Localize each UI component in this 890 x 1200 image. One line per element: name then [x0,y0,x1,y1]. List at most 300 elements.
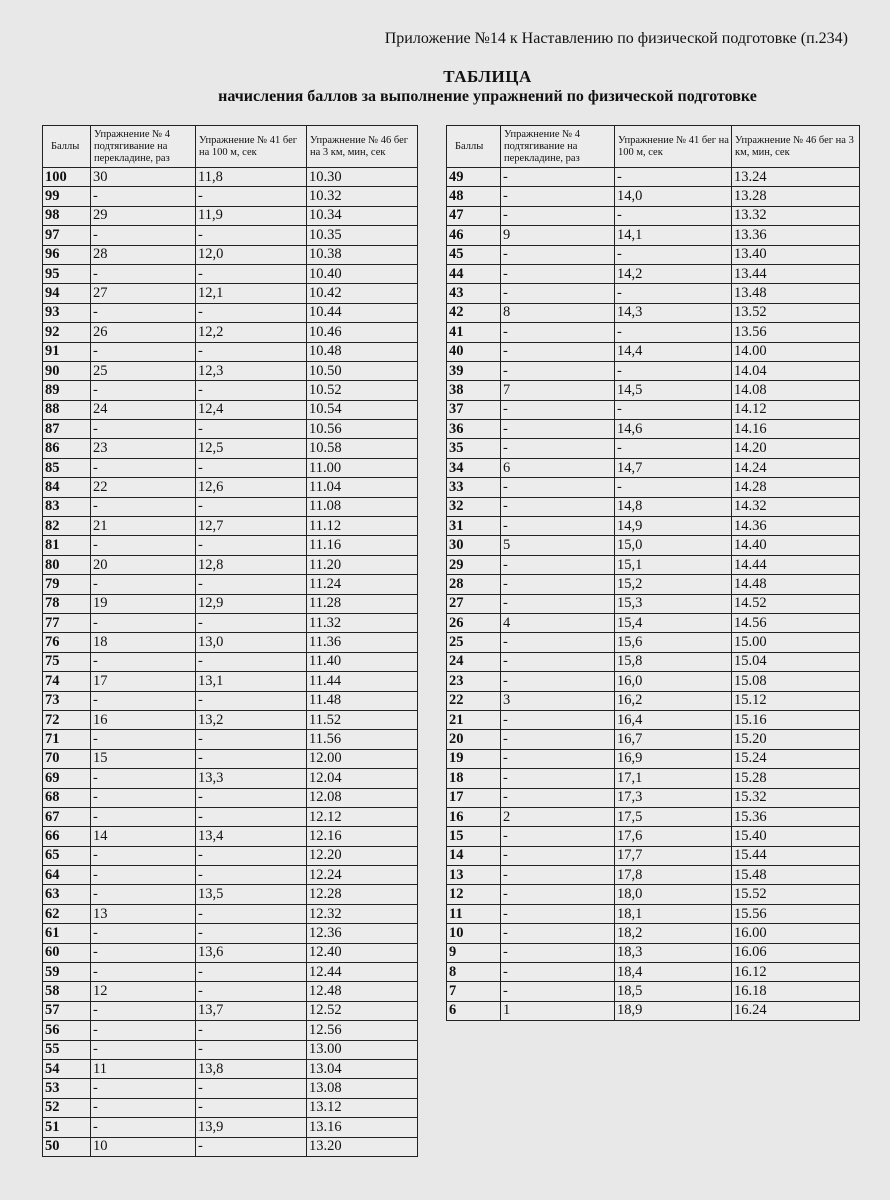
run-3km-cell: 14.28 [732,478,860,497]
sprint-100m-cell: 15,1 [615,555,732,574]
score-cell: 95 [43,264,91,283]
sprint-100m-cell: - [196,420,307,439]
appendix-reference: Приложение №14 к Наставлению по физической подготовке (п.234) [384,30,848,47]
table-row [43,885,418,904]
sprint-100m-cell: 17,5 [615,807,732,826]
run-3km-cell: 12.48 [307,982,418,1001]
pullups-cell: 3 [501,691,615,710]
sprint-100m-cell: - [196,1098,307,1117]
run-3km-cell: 15.20 [732,730,860,749]
run-3km-cell: 14.36 [732,517,860,536]
run-3km-cell: 11.16 [307,536,418,555]
pullups-cell: - [91,885,196,904]
score-cell: 6 [447,1001,501,1020]
sprint-100m-cell: 14,6 [615,420,732,439]
pullups-cell: 22 [91,478,196,497]
pullups-cell: - [91,924,196,943]
score-table-right [446,125,860,1021]
run-3km-cell: 14.48 [732,575,860,594]
pullups-cell: 15 [91,749,196,768]
pullups-cell: - [501,885,615,904]
column-header-exercise-4: Упражнение № 4 подтягивание на перекладине, раз [91,126,196,168]
table-row [447,633,860,652]
run-3km-cell: 10.46 [307,323,418,342]
sprint-100m-cell: 17,3 [615,788,732,807]
pullups-cell: - [91,691,196,710]
score-cell: 53 [43,1079,91,1098]
sprint-100m-cell: - [196,613,307,632]
sprint-100m-cell: - [615,439,732,458]
table-row [447,303,860,322]
table-row [447,381,860,400]
table-row [43,904,418,923]
pullups-cell: - [501,206,615,225]
score-cell: 74 [43,672,91,691]
table-row [447,323,860,342]
table-row [43,168,418,187]
run-3km-cell: 14.52 [732,594,860,613]
run-3km-cell: 14.56 [732,613,860,632]
sprint-100m-cell: 17,8 [615,866,732,885]
table-row [447,769,860,788]
run-3km-cell: 11.56 [307,730,418,749]
pullups-cell: - [91,342,196,361]
score-cell: 29 [447,555,501,574]
pullups-cell: - [91,381,196,400]
pullups-cell: - [91,788,196,807]
pullups-cell: - [501,943,615,962]
pullups-cell: - [91,458,196,477]
score-cell: 87 [43,420,91,439]
run-3km-cell: 12.56 [307,1021,418,1040]
run-3km-cell: 12.24 [307,866,418,885]
score-cell: 15 [447,827,501,846]
table-row [43,807,418,826]
run-3km-cell: 10.44 [307,303,418,322]
table-row [43,555,418,574]
sprint-100m-cell: 15,2 [615,575,732,594]
sprint-100m-cell: 14,2 [615,264,732,283]
pullups-cell: 12 [91,982,196,1001]
pullups-cell: - [501,323,615,342]
table-row [447,245,860,264]
sprint-100m-cell: - [615,400,732,419]
run-3km-cell: 12.52 [307,1001,418,1020]
pullups-cell: - [501,963,615,982]
sprint-100m-cell: 15,8 [615,652,732,671]
pullups-cell: - [91,420,196,439]
sprint-100m-cell: 13,3 [196,769,307,788]
table-row [447,1001,860,1020]
sprint-100m-cell: - [196,1040,307,1059]
sprint-100m-cell: 17,6 [615,827,732,846]
run-3km-cell: 11.00 [307,458,418,477]
run-3km-cell: 13.16 [307,1118,418,1137]
pullups-cell: - [91,1079,196,1098]
score-table-left [42,125,418,1157]
pullups-cell: 16 [91,710,196,729]
run-3km-cell: 13.20 [307,1137,418,1156]
table-row [447,497,860,516]
score-cell: 28 [447,575,501,594]
pullups-cell: - [501,575,615,594]
pullups-cell: - [501,264,615,283]
run-3km-cell: 13.36 [732,226,860,245]
sprint-100m-cell: 13,8 [196,1059,307,1078]
pullups-cell: - [501,769,615,788]
score-cell: 21 [447,710,501,729]
page-subtitle: начисления баллов за выполнение упражнений по физической подготовке [218,88,757,105]
table-row [447,536,860,555]
pullups-cell: 9 [501,226,615,245]
sprint-100m-cell: 18,9 [615,1001,732,1020]
score-cell: 47 [447,206,501,225]
score-cell: 12 [447,885,501,904]
table-row [43,400,418,419]
score-cell: 61 [43,924,91,943]
score-cell: 99 [43,187,91,206]
table-row [447,264,860,283]
pullups-cell: 1 [501,1001,615,1020]
pullups-cell: - [501,672,615,691]
sprint-100m-cell: 14,3 [615,303,732,322]
table-row [447,691,860,710]
pullups-cell: - [91,730,196,749]
run-3km-cell: 12.32 [307,904,418,923]
sprint-100m-cell: 12,8 [196,555,307,574]
sprint-100m-cell: 13,4 [196,827,307,846]
score-cell: 98 [43,206,91,225]
run-3km-cell: 14.08 [732,381,860,400]
sprint-100m-cell: - [196,458,307,477]
run-3km-cell: 16.12 [732,963,860,982]
table-row [43,1059,418,1078]
score-cell: 67 [43,807,91,826]
sprint-100m-cell: - [196,904,307,923]
score-cell: 94 [43,284,91,303]
table-row [43,245,418,264]
score-cell: 44 [447,264,501,283]
score-cell: 16 [447,807,501,826]
run-3km-cell: 13.32 [732,206,860,225]
run-3km-cell: 12.40 [307,943,418,962]
pullups-cell: - [501,633,615,652]
pullups-cell: - [501,652,615,671]
score-cell: 35 [447,439,501,458]
sprint-100m-cell: - [196,846,307,865]
sprint-100m-cell: 12,7 [196,517,307,536]
sprint-100m-cell: 12,2 [196,323,307,342]
sprint-100m-cell: 12,1 [196,284,307,303]
table-row [43,633,418,652]
run-3km-cell: 13.48 [732,284,860,303]
table-row [43,226,418,245]
sprint-100m-cell: 13,5 [196,885,307,904]
score-cell: 65 [43,846,91,865]
score-cell: 59 [43,963,91,982]
table-row [43,827,418,846]
sprint-100m-cell: - [196,749,307,768]
run-3km-cell: 13.04 [307,1059,418,1078]
run-3km-cell: 15.32 [732,788,860,807]
run-3km-cell: 14.20 [732,439,860,458]
score-cell: 52 [43,1098,91,1117]
column-header-exercise-41: Упражнение № 41 бег на 100 м, сек [196,126,307,168]
score-cell: 41 [447,323,501,342]
sprint-100m-cell: - [196,342,307,361]
sprint-100m-cell: 13,1 [196,672,307,691]
score-cell: 58 [43,982,91,1001]
score-cell: 32 [447,497,501,516]
run-3km-cell: 11.52 [307,710,418,729]
sprint-100m-cell: - [196,866,307,885]
table-row [447,517,860,536]
pullups-cell: 10 [91,1137,196,1156]
run-3km-cell: 12.12 [307,807,418,826]
pullups-cell: 25 [91,361,196,380]
table-row [43,517,418,536]
pullups-cell: - [501,827,615,846]
run-3km-cell: 15.40 [732,827,860,846]
table-row [447,555,860,574]
run-3km-cell: 10.42 [307,284,418,303]
pullups-cell: - [91,613,196,632]
score-cell: 63 [43,885,91,904]
score-cell: 92 [43,323,91,342]
table-row [447,963,860,982]
pullups-cell: - [501,555,615,574]
sprint-100m-cell: 18,0 [615,885,732,904]
sprint-100m-cell: - [196,536,307,555]
sprint-100m-cell: - [196,575,307,594]
sprint-100m-cell: 18,5 [615,982,732,1001]
sprint-100m-cell: 15,4 [615,613,732,632]
sprint-100m-cell: 15,0 [615,536,732,555]
table-row [447,284,860,303]
pullups-cell: - [501,420,615,439]
score-cell: 45 [447,245,501,264]
sprint-100m-cell: 14,9 [615,517,732,536]
run-3km-cell: 11.32 [307,613,418,632]
table-row [43,381,418,400]
score-cell: 34 [447,458,501,477]
sprint-100m-cell: - [196,807,307,826]
score-cell: 30 [447,536,501,555]
run-3km-cell: 12.20 [307,846,418,865]
score-cell: 64 [43,866,91,885]
pullups-cell: - [501,187,615,206]
pullups-cell: - [501,846,615,865]
run-3km-cell: 11.12 [307,517,418,536]
sprint-100m-cell: - [196,381,307,400]
sprint-100m-cell: 12,3 [196,361,307,380]
table-row [447,730,860,749]
table-row [447,613,860,632]
pullups-cell: - [501,245,615,264]
run-3km-cell: 12.28 [307,885,418,904]
sprint-100m-cell: - [196,187,307,206]
score-cell: 7 [447,982,501,1001]
sprint-100m-cell: 14,8 [615,497,732,516]
run-3km-cell: 15.12 [732,691,860,710]
score-cell: 96 [43,245,91,264]
pullups-cell: 11 [91,1059,196,1078]
run-3km-cell: 13.24 [732,168,860,187]
score-cell: 77 [43,613,91,632]
table-row [447,672,860,691]
table-row [43,575,418,594]
score-cell: 75 [43,652,91,671]
sprint-100m-cell: 13,0 [196,633,307,652]
score-cell: 33 [447,478,501,497]
score-cell: 10 [447,924,501,943]
pullups-cell: - [501,730,615,749]
pullups-cell: - [91,963,196,982]
table-row [43,594,418,613]
score-cell: 14 [447,846,501,865]
table-row [43,458,418,477]
pullups-cell: - [501,168,615,187]
table-row [43,536,418,555]
score-cell: 8 [447,963,501,982]
run-3km-cell: 13.44 [732,264,860,283]
sprint-100m-cell: - [196,1021,307,1040]
score-cell: 36 [447,420,501,439]
sprint-100m-cell: - [196,1137,307,1156]
pullups-cell: 20 [91,555,196,574]
score-cell: 54 [43,1059,91,1078]
sprint-100m-cell: 12,5 [196,439,307,458]
pullups-cell: - [91,1001,196,1020]
sprint-100m-cell: 14,4 [615,342,732,361]
pullups-cell: 23 [91,439,196,458]
sprint-100m-cell: - [196,924,307,943]
run-3km-cell: 16.06 [732,943,860,962]
sprint-100m-cell: 14,5 [615,381,732,400]
table-row [43,1021,418,1040]
pullups-cell: 29 [91,206,196,225]
run-3km-cell: 11.36 [307,633,418,652]
pullups-cell: - [501,497,615,516]
table-row [43,691,418,710]
score-cell: 51 [43,1118,91,1137]
score-cell: 23 [447,672,501,691]
run-3km-cell: 14.40 [732,536,860,555]
run-3km-cell: 16.00 [732,924,860,943]
table-row [447,866,860,885]
run-3km-cell: 13.52 [732,303,860,322]
score-cell: 19 [447,749,501,768]
pullups-cell: 26 [91,323,196,342]
run-3km-cell: 10.32 [307,187,418,206]
sprint-100m-cell: - [196,264,307,283]
pullups-cell: - [91,1098,196,1117]
pullups-cell: - [501,284,615,303]
run-3km-cell: 14.16 [732,420,860,439]
sprint-100m-cell: - [196,730,307,749]
pullups-cell: - [501,749,615,768]
score-cell: 56 [43,1021,91,1040]
run-3km-cell: 15.36 [732,807,860,826]
score-cell: 76 [43,633,91,652]
run-3km-cell: 15.24 [732,749,860,768]
sprint-100m-cell: 14,7 [615,458,732,477]
run-3km-cell: 11.08 [307,497,418,516]
run-3km-cell: 14.24 [732,458,860,477]
table-row [43,187,418,206]
score-cell: 71 [43,730,91,749]
pullups-cell: 5 [501,536,615,555]
table-row [447,226,860,245]
table-row [43,420,418,439]
run-3km-cell: 10.34 [307,206,418,225]
run-3km-cell: 16.18 [732,982,860,1001]
table-row [43,943,418,962]
sprint-100m-cell: 13,9 [196,1118,307,1137]
sprint-100m-cell: - [615,245,732,264]
run-3km-cell: 10.54 [307,400,418,419]
table-row [43,982,418,1001]
score-cell: 31 [447,517,501,536]
score-cell: 42 [447,303,501,322]
score-cell: 27 [447,594,501,613]
score-cell: 68 [43,788,91,807]
run-3km-cell: 12.44 [307,963,418,982]
table-row [43,866,418,885]
sprint-100m-cell: - [196,963,307,982]
pullups-cell: - [91,1021,196,1040]
score-cell: 78 [43,594,91,613]
table-row [43,361,418,380]
sprint-100m-cell: 18,4 [615,963,732,982]
table-row [447,749,860,768]
pullups-cell: 7 [501,381,615,400]
table-row [447,924,860,943]
run-3km-cell: 13.08 [307,1079,418,1098]
sprint-100m-cell: 17,1 [615,769,732,788]
table-row [447,710,860,729]
pullups-cell: - [91,807,196,826]
run-3km-cell: 11.04 [307,478,418,497]
score-cell: 73 [43,691,91,710]
sprint-100m-cell: - [615,284,732,303]
run-3km-cell: 14.12 [732,400,860,419]
pullups-cell: - [501,478,615,497]
table-row [447,594,860,613]
score-cell: 80 [43,555,91,574]
table-row [43,439,418,458]
table-row [43,1079,418,1098]
pullups-cell: 4 [501,613,615,632]
table-row [447,361,860,380]
pullups-cell: - [91,575,196,594]
run-3km-cell: 10.48 [307,342,418,361]
score-cell: 85 [43,458,91,477]
pullups-cell: - [91,226,196,245]
sprint-100m-cell: 12,6 [196,478,307,497]
table-row [447,420,860,439]
run-3km-cell: 12.04 [307,769,418,788]
score-cell: 50 [43,1137,91,1156]
run-3km-cell: 15.00 [732,633,860,652]
pullups-cell: - [501,400,615,419]
sprint-100m-cell: 16,0 [615,672,732,691]
table-row [447,652,860,671]
run-3km-cell: 10.30 [307,168,418,187]
score-cell: 90 [43,361,91,380]
run-3km-cell: 15.56 [732,904,860,923]
pullups-cell: - [501,866,615,885]
